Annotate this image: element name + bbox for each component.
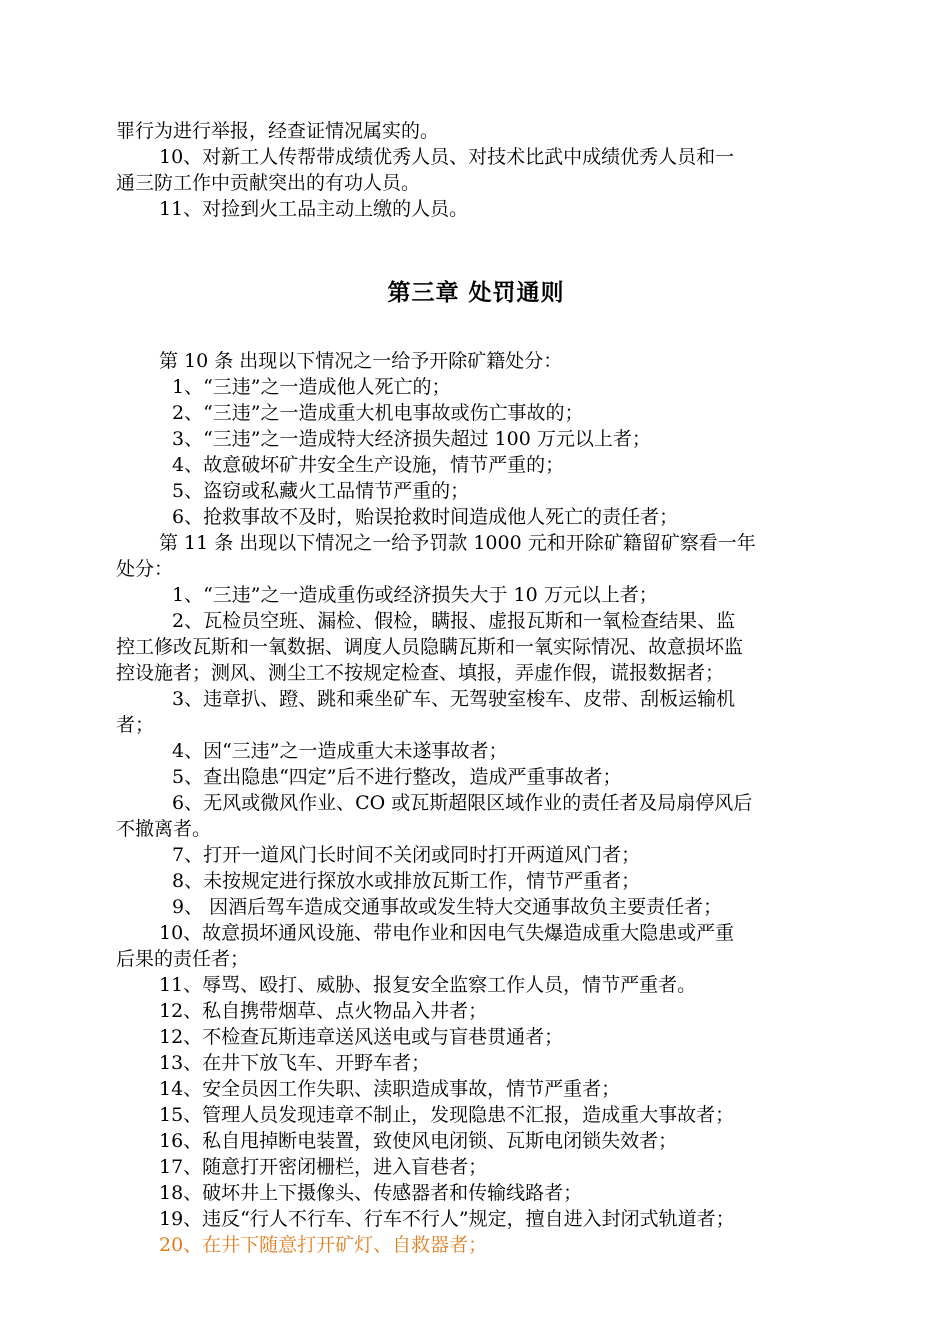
list-item: 2、瓦检员空班、漏检、假检，瞒报、虚报瓦斯和一氧检查结果、监 xyxy=(172,610,736,632)
list-item: 9、 因酒后驾车造成交通事故或发生特大交通事故负主要责任者； xyxy=(172,896,723,918)
list-item: 17、随意打开密闭栅栏，进入盲巷者； xyxy=(159,1156,488,1178)
list-item: 2、“三违”之一造成重大机电事故或伤亡事故的； xyxy=(172,402,584,424)
list-item: 11、辱骂、殴打、威胁、报复安全监察工作人员，情节严重者。 xyxy=(159,974,697,996)
list-item: 6、无风或微风作业、CO 或瓦斯超限区域作业的责任者及局扇停风后 xyxy=(172,792,753,814)
list-item: 13、在井下放飞车、开野车者； xyxy=(159,1052,431,1074)
list-item: 8、未按规定进行探放水或排放瓦斯工作，情节严重者； xyxy=(172,870,641,892)
list-item: 3、“三违”之一造成特大经济损失超过 100 万元以上者； xyxy=(172,428,651,450)
article-heading: 第 11 条 出现以下情况之一给予罚款 1000 元和开除矿籍留矿察看一年 xyxy=(159,532,756,554)
list-item: 12、私自携带烟草、点火物品入井者； xyxy=(159,1000,488,1022)
paragraph-line: 后果的责任者； xyxy=(116,948,250,970)
highlighted-list-item: 20、在井下随意打开矿灯、自救器者； xyxy=(159,1234,488,1256)
list-item: 5、查出隐患“四定”后不进行整改，造成严重事故者； xyxy=(172,766,622,788)
article-heading: 第 10 条 出现以下情况之一给予开除矿籍处分： xyxy=(159,350,563,372)
list-item: 3、违章扒、蹬、跳和乘坐矿车、无驾驶室梭车、皮带、刮板运输机 xyxy=(172,688,736,710)
list-item: 1、“三违”之一造成他人死亡的； xyxy=(172,376,451,398)
list-item: 19、违反“行人不行车、行车不行人”规定，擅自进入封闭式轨道者； xyxy=(159,1208,735,1230)
chapter-title: 第三章 处罚通则 xyxy=(387,280,565,306)
list-item: 16、私自甩掉断电装置，致使风电闭锁、瓦斯电闭锁失效者； xyxy=(159,1130,678,1152)
paragraph-line: 处分： xyxy=(116,558,174,580)
list-item: 4、因“三违”之一造成重大未遂事故者； xyxy=(172,740,508,762)
paragraph-line: 通三防工作中贡献突出的有功人员。 xyxy=(116,172,421,194)
paragraph-line: 10、对新工人传帮带成绩优秀人员、对技术比武中成绩优秀人员和一 xyxy=(159,146,735,168)
list-item: 12、不检查瓦斯违章送风送电或与盲巷贯通者； xyxy=(159,1026,564,1048)
document-content xyxy=(116,118,836,1258)
list-item: 18、破坏井上下摄像头、传感器者和传输线路者； xyxy=(159,1182,583,1204)
paragraph-line: 者； xyxy=(116,714,155,736)
list-item: 10、故意损坏通风设施、带电作业和因电气失爆造成重大隐患或严重 xyxy=(159,922,735,944)
list-item: 15、管理人员发现违章不制止，发现隐患不汇报，造成重大事故者； xyxy=(159,1104,735,1126)
list-item: 7、打开一道风门长时间不关闭或同时打开两道风门者； xyxy=(172,844,641,866)
list-item: 14、安全员因工作失职、渎职造成事故，情节严重者； xyxy=(159,1078,621,1100)
paragraph-line: 控工修改瓦斯和一氧数据、调度人员隐瞒瓦斯和一氧实际情况、故意损坏监 xyxy=(116,636,744,658)
paragraph-line: 罪行为进行举报，经查证情况属实的。 xyxy=(116,120,440,142)
list-item: 4、故意破坏矿井安全生产设施，情节严重的； xyxy=(172,454,565,476)
paragraph-line: 不撤离者。 xyxy=(116,818,212,840)
paragraph-line: 控设施者；测风、测尘工不按规定检查、填报，弄虚作假，谎报数据者； xyxy=(116,662,725,684)
list-item: 1、“三违”之一造成重伤或经济损失大于 10 万元以上者； xyxy=(172,584,658,606)
list-item: 5、盗窃或私藏火工品情节严重的； xyxy=(172,480,470,502)
paragraph-line: 11、对捡到火工品主动上缴的人员。 xyxy=(159,198,469,220)
list-item: 6、抢救事故不及时，贻误抢救时间造成他人死亡的责任者； xyxy=(172,506,679,528)
